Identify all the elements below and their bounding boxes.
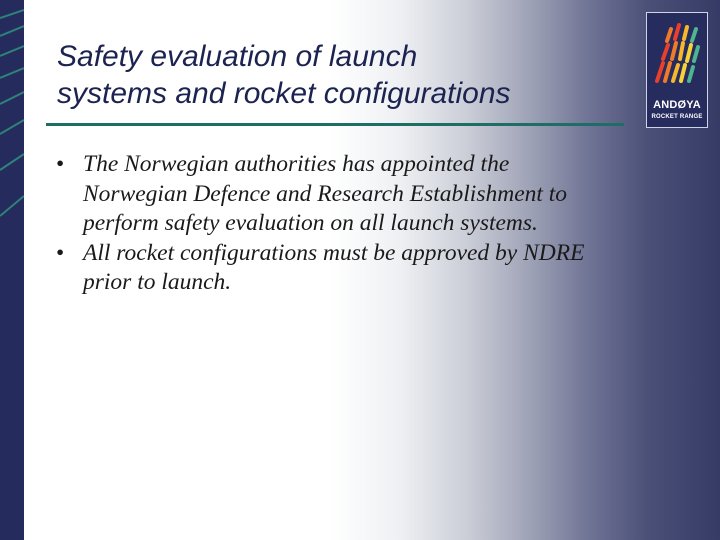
left-decorative-strip <box>0 0 24 540</box>
logo-name: ANDØYA <box>653 99 701 111</box>
bullet-line: prior to launch. <box>83 269 232 295</box>
logo-subtitle: ROCKET RANGE <box>651 114 703 120</box>
slide-title-line-1: Safety evaluation of launch <box>57 40 418 73</box>
andoya-logo <box>646 12 708 128</box>
bullet-line: All rocket configurations must be approved by NDRE <box>83 239 585 266</box>
bullet-line: perform safety evaluation on all launch systems. <box>83 210 538 236</box>
bullet-line: Norwegian Defence and Research Establishment to <box>83 180 568 207</box>
strip-diagonal-lines <box>0 0 24 540</box>
title-underline <box>46 123 624 126</box>
bullet-list <box>56 150 696 298</box>
bullet-line: The Norwegian authorities has appointed the <box>83 151 510 177</box>
slide-title <box>57 38 617 112</box>
bullet-marker: • <box>56 239 65 266</box>
bullet-item <box>56 239 696 298</box>
slide-title-line-2: systems and rocket configurations <box>57 77 511 110</box>
bullet-item <box>56 150 696 239</box>
bullet-marker: • <box>56 151 65 177</box>
rocket-fan-icon <box>651 19 703 95</box>
